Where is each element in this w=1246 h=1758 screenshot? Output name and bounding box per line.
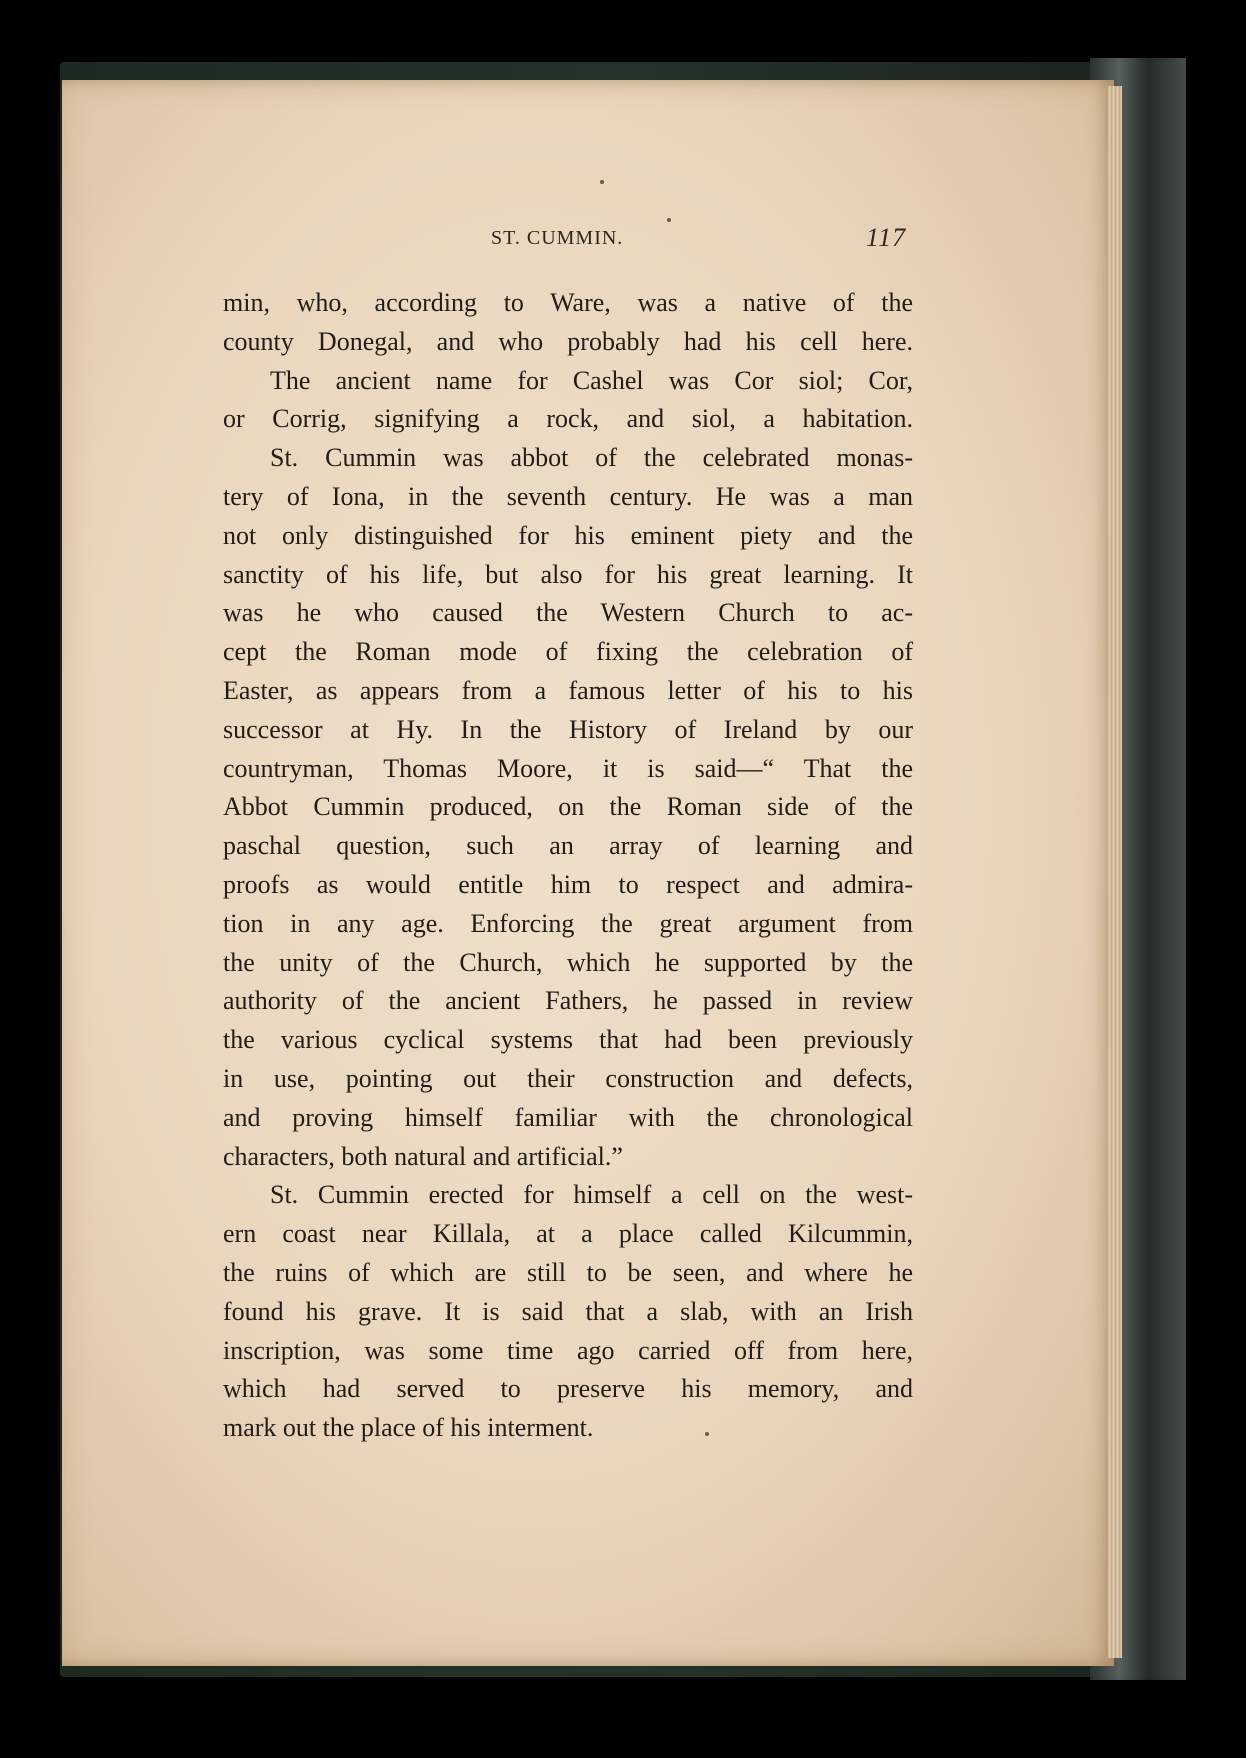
text-line: min, who, according to Ware, was a native of the xyxy=(223,288,913,317)
text-line: successor at Hy. In the History of Ireland by our xyxy=(223,714,913,744)
paper-speck xyxy=(705,1432,709,1436)
paper-speck xyxy=(600,180,604,184)
text-line: which had served to preserve his memory, and xyxy=(223,1374,913,1404)
text-line: sanctity of his life, but also for his great learning. It xyxy=(223,559,913,589)
text-line: found his grave. It is said that a slab, with an Irish xyxy=(223,1296,913,1326)
text-line: or Corrig, signifying a rock, and siol, a habitation. xyxy=(223,404,913,434)
text-line: in use, pointing out their construction and defects, xyxy=(223,1063,913,1093)
text-line: not only distinguished for his eminent piety and the xyxy=(223,520,913,550)
text-line: Easter, as appears from a famous letter of his to his xyxy=(223,675,913,705)
text-line: countryman, Thomas Moore, it is said—“ That the xyxy=(223,753,913,783)
text-line: was he who caused the Western Church to ac- xyxy=(223,598,913,628)
text-line: tion in any age. Enforcing the great argument from xyxy=(223,908,913,938)
text-line: the various cyclical systems that had been previously xyxy=(223,1025,913,1055)
text-line: mark out the place of his interment. xyxy=(223,1413,594,1443)
text-line: tery of Iona, in the seventh century. He was a man xyxy=(223,481,913,511)
text-line: paschal question, such an array of learning and xyxy=(223,831,913,861)
text-line: the ruins of which are still to be seen, and where he xyxy=(223,1257,913,1287)
text-line: The ancient name for Cashel was Cor siol; Cor, xyxy=(270,365,913,395)
body-text xyxy=(223,284,913,1448)
paper-speck xyxy=(667,218,671,222)
page-header xyxy=(0,225,1246,259)
text-line: cept the Roman mode of fixing the celebration of xyxy=(223,637,913,667)
text-line: St. Cummin was abbot of the celebrated monas- xyxy=(270,443,913,473)
text-line: Abbot Cummin produced, on the Roman side of the xyxy=(223,792,913,822)
text-line: the unity of the Church, which he supported by the xyxy=(223,947,913,977)
text-line: county Donegal, and who probably had his cell here. xyxy=(223,326,913,356)
page-edges xyxy=(1108,86,1122,1658)
running-head: ST. CUMMIN. xyxy=(491,227,624,249)
text-line: inscription, was some time ago carried off from here, xyxy=(223,1335,913,1365)
text-line: St. Cummin erected for himself a cell on the west- xyxy=(270,1180,913,1210)
page-number: 117 xyxy=(866,223,907,252)
text-line: authority of the ancient Fathers, he passed in review xyxy=(223,986,913,1016)
text-line: and proving himself familiar with the chronological xyxy=(223,1102,913,1132)
text-line: proofs as would entitle him to respect and admira- xyxy=(223,869,913,899)
text-line: ern coast near Killala, at a place called Kilcummin, xyxy=(223,1219,913,1249)
text-line: characters, both natural and artificial.” xyxy=(223,1141,623,1171)
